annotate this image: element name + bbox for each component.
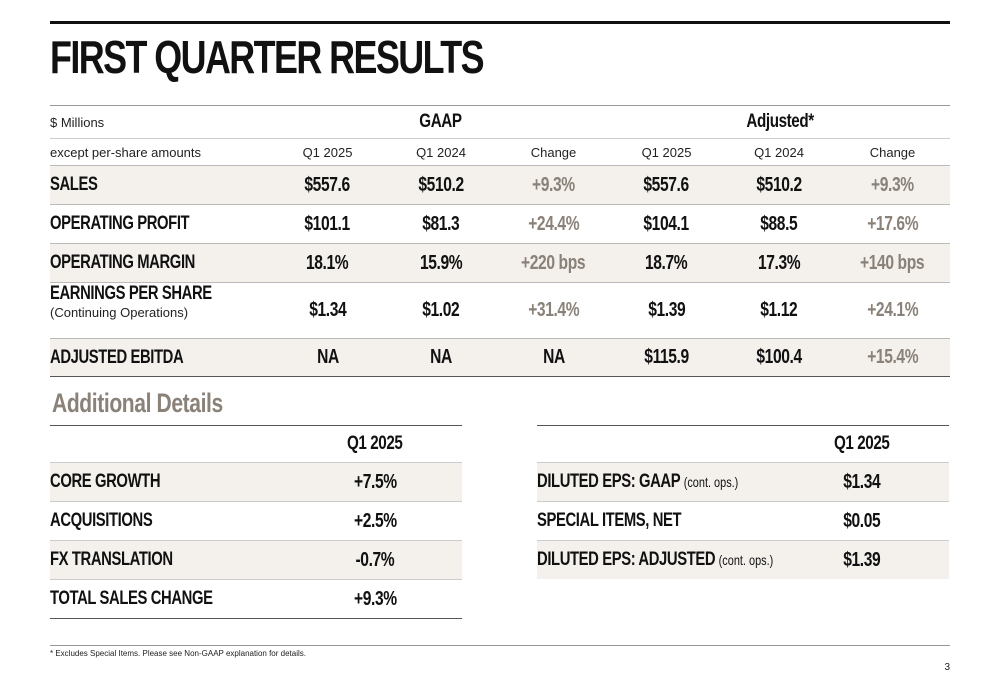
cell-value: NA [430,346,452,368]
sales-growth-table [50,425,462,619]
row-label: OPERATING MARGIN [50,252,195,273]
column-header: Q1 2024 [416,144,466,160]
cell-value: $1.34 [308,299,347,321]
cell-value: $557.6 [304,173,351,196]
change-value: +220 bps [521,251,586,274]
additional-details-title: Additional Details [52,388,223,418]
cell-value: $510.2 [418,173,464,196]
units-sublabel: except per-share amounts [50,144,202,160]
top-rule [50,21,950,24]
cell-value: 18.1% [306,251,349,274]
row-label: SPECIAL ITEMS, NET [537,510,682,531]
footer-rule [50,645,950,646]
row-label: FX TRANSLATION [50,549,173,570]
table-row [50,462,462,501]
cell-value: $104.1 [643,212,690,235]
change-value: +31.4% [527,299,579,321]
row-label-suffix: (cont. ops.) [683,474,739,490]
table-row [537,501,949,540]
change-value: NA [542,346,565,368]
cell-value: $115.9 [644,346,689,368]
cell-value: 18.7% [645,251,688,274]
cell-value: $101.1 [304,212,351,235]
table-row [50,579,462,619]
row-sublabel: (Continuing Operations) [50,305,189,320]
table-group-header [50,105,950,138]
change-value: +140 bps [860,251,925,274]
change-value: +15.4% [866,346,918,368]
cell-value: $0.05 [843,509,881,532]
cell-value: $1.12 [760,299,798,321]
units-label: $ Millions [50,114,105,130]
table-row [50,338,950,377]
cell-value: $81.3 [422,212,460,235]
column-header: Q1 2024 [754,144,804,160]
page-number: 3 [944,662,950,673]
cell-value: 15.9% [419,251,463,274]
cell-value: $510.2 [756,173,802,196]
change-value: +24.1% [866,299,918,321]
row-label: DILUTED EPS: GAAP [537,471,681,492]
table-row [50,204,950,243]
cell-value: +7.5% [353,470,397,493]
column-header: Q1 2025 [347,433,403,454]
row-label: CORE GROWTH [50,471,161,492]
table-column-header [537,425,949,462]
table-row [537,462,949,501]
table-row [50,165,950,204]
row-label: OPERATING PROFIT [50,213,190,234]
table-column-header [50,425,462,462]
results-table [50,105,950,377]
row-label: SALES [50,174,98,195]
table-row [50,243,950,282]
cell-value: -0.7% [355,548,395,571]
cell-value: $1.34 [843,470,881,493]
gaap-group-header: GAAP [418,111,462,132]
table-row [50,540,462,579]
cell-value: NA [316,346,339,368]
cell-value: +9.3% [353,587,397,610]
row-label-suffix: (cont. ops.) [718,552,774,568]
row-label: ACQUISITIONS [50,510,153,531]
change-value: +9.3% [532,173,575,196]
table-column-header [50,138,950,165]
eps-details-table [537,425,949,579]
cell-value: $100.4 [756,346,802,368]
page-title: FIRST QUARTER RESULTS [50,31,484,83]
column-header: Change [869,144,916,160]
cell-value: +2.5% [353,509,397,532]
cell-value: $1.02 [422,299,460,321]
row-label: DILUTED EPS: ADJUSTED [537,549,716,570]
cell-value: $557.6 [643,173,690,196]
cell-value: $1.39 [843,548,881,571]
column-header: Q1 2025 [302,144,353,160]
adjusted-group-header: Adjusted* [746,111,814,132]
column-header: Q1 2025 [834,433,890,454]
cell-value: $1.39 [647,299,686,321]
row-label: TOTAL SALES CHANGE [50,588,213,609]
change-value: +24.4% [527,212,579,235]
change-value: +9.3% [871,173,914,196]
table-row [50,501,462,540]
row-label: ADJUSTED EBITDA [50,346,184,368]
cell-value: 17.3% [757,251,801,274]
cell-value: $88.5 [760,212,798,235]
change-value: +17.6% [866,212,918,235]
column-header: Q1 2025 [641,144,692,160]
column-header: Change [530,144,577,160]
row-label: EARNINGS PER SHARE [50,283,212,304]
footnote: * Excludes Special Items. Please see Non-GAAP explanation for details. [50,649,306,658]
table-row [50,282,950,338]
table-row [537,540,949,579]
